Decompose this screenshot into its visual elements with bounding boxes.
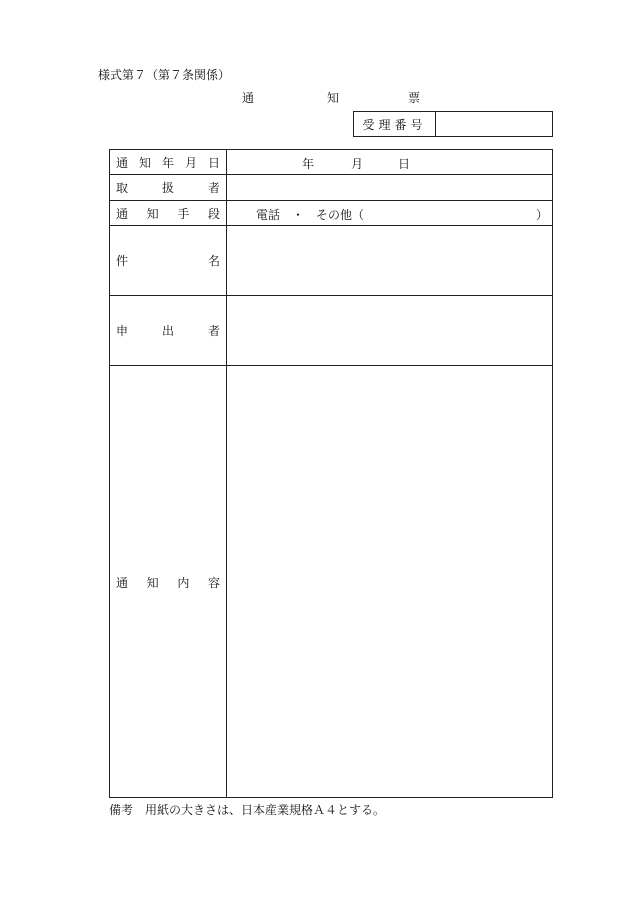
label-char: 扱 xyxy=(161,181,174,195)
label-char: 通 xyxy=(116,575,129,590)
notice-date-label xyxy=(116,150,220,174)
applicant-label xyxy=(116,296,220,365)
label-char: 名 xyxy=(207,254,220,268)
receipt-number-label: 受理番号 xyxy=(354,112,436,136)
title-char: 票 xyxy=(408,91,421,105)
label-char: 手 xyxy=(177,206,190,221)
title-char: 知 xyxy=(327,91,340,105)
date-day: 日 xyxy=(398,157,411,171)
date-month: 月 xyxy=(351,157,364,171)
label-char: 知 xyxy=(138,155,151,170)
handler-label xyxy=(116,175,220,200)
column-divider xyxy=(226,150,227,797)
label-char: 内 xyxy=(177,575,190,590)
label-char: 通 xyxy=(116,155,129,170)
label-char: 申 xyxy=(116,324,129,338)
method-options: 電話 ・ その他（ xyxy=(256,208,365,222)
notice-table xyxy=(109,149,553,798)
content-label xyxy=(116,366,220,798)
form-number: 様式第７（第７条関係） xyxy=(98,68,231,82)
label-char: 知 xyxy=(146,206,159,221)
document-title xyxy=(242,89,422,105)
title-char: 通 xyxy=(242,91,255,105)
label-char: 通 xyxy=(116,206,129,221)
subject-label xyxy=(116,226,220,295)
label-char: 者 xyxy=(207,181,220,195)
receipt-number-box xyxy=(353,111,553,137)
remarks-note: 備考 用紙の大きさは、日本産業規格Ａ４とする。 xyxy=(109,803,386,817)
date-year: 年 xyxy=(302,157,315,171)
label-char: 出 xyxy=(161,324,174,338)
label-char: 段 xyxy=(207,206,220,221)
label-char: 容 xyxy=(207,575,220,590)
method-label xyxy=(116,201,220,225)
label-char: 月 xyxy=(184,155,197,170)
receipt-number-field[interactable] xyxy=(436,112,552,136)
label-char: 者 xyxy=(207,324,220,338)
method-close-paren: ） xyxy=(536,208,549,222)
label-char: 取 xyxy=(116,181,129,195)
label-char: 日 xyxy=(207,155,220,170)
label-char: 知 xyxy=(146,575,159,590)
label-char: 年 xyxy=(161,155,174,170)
label-char: 件 xyxy=(116,254,129,268)
